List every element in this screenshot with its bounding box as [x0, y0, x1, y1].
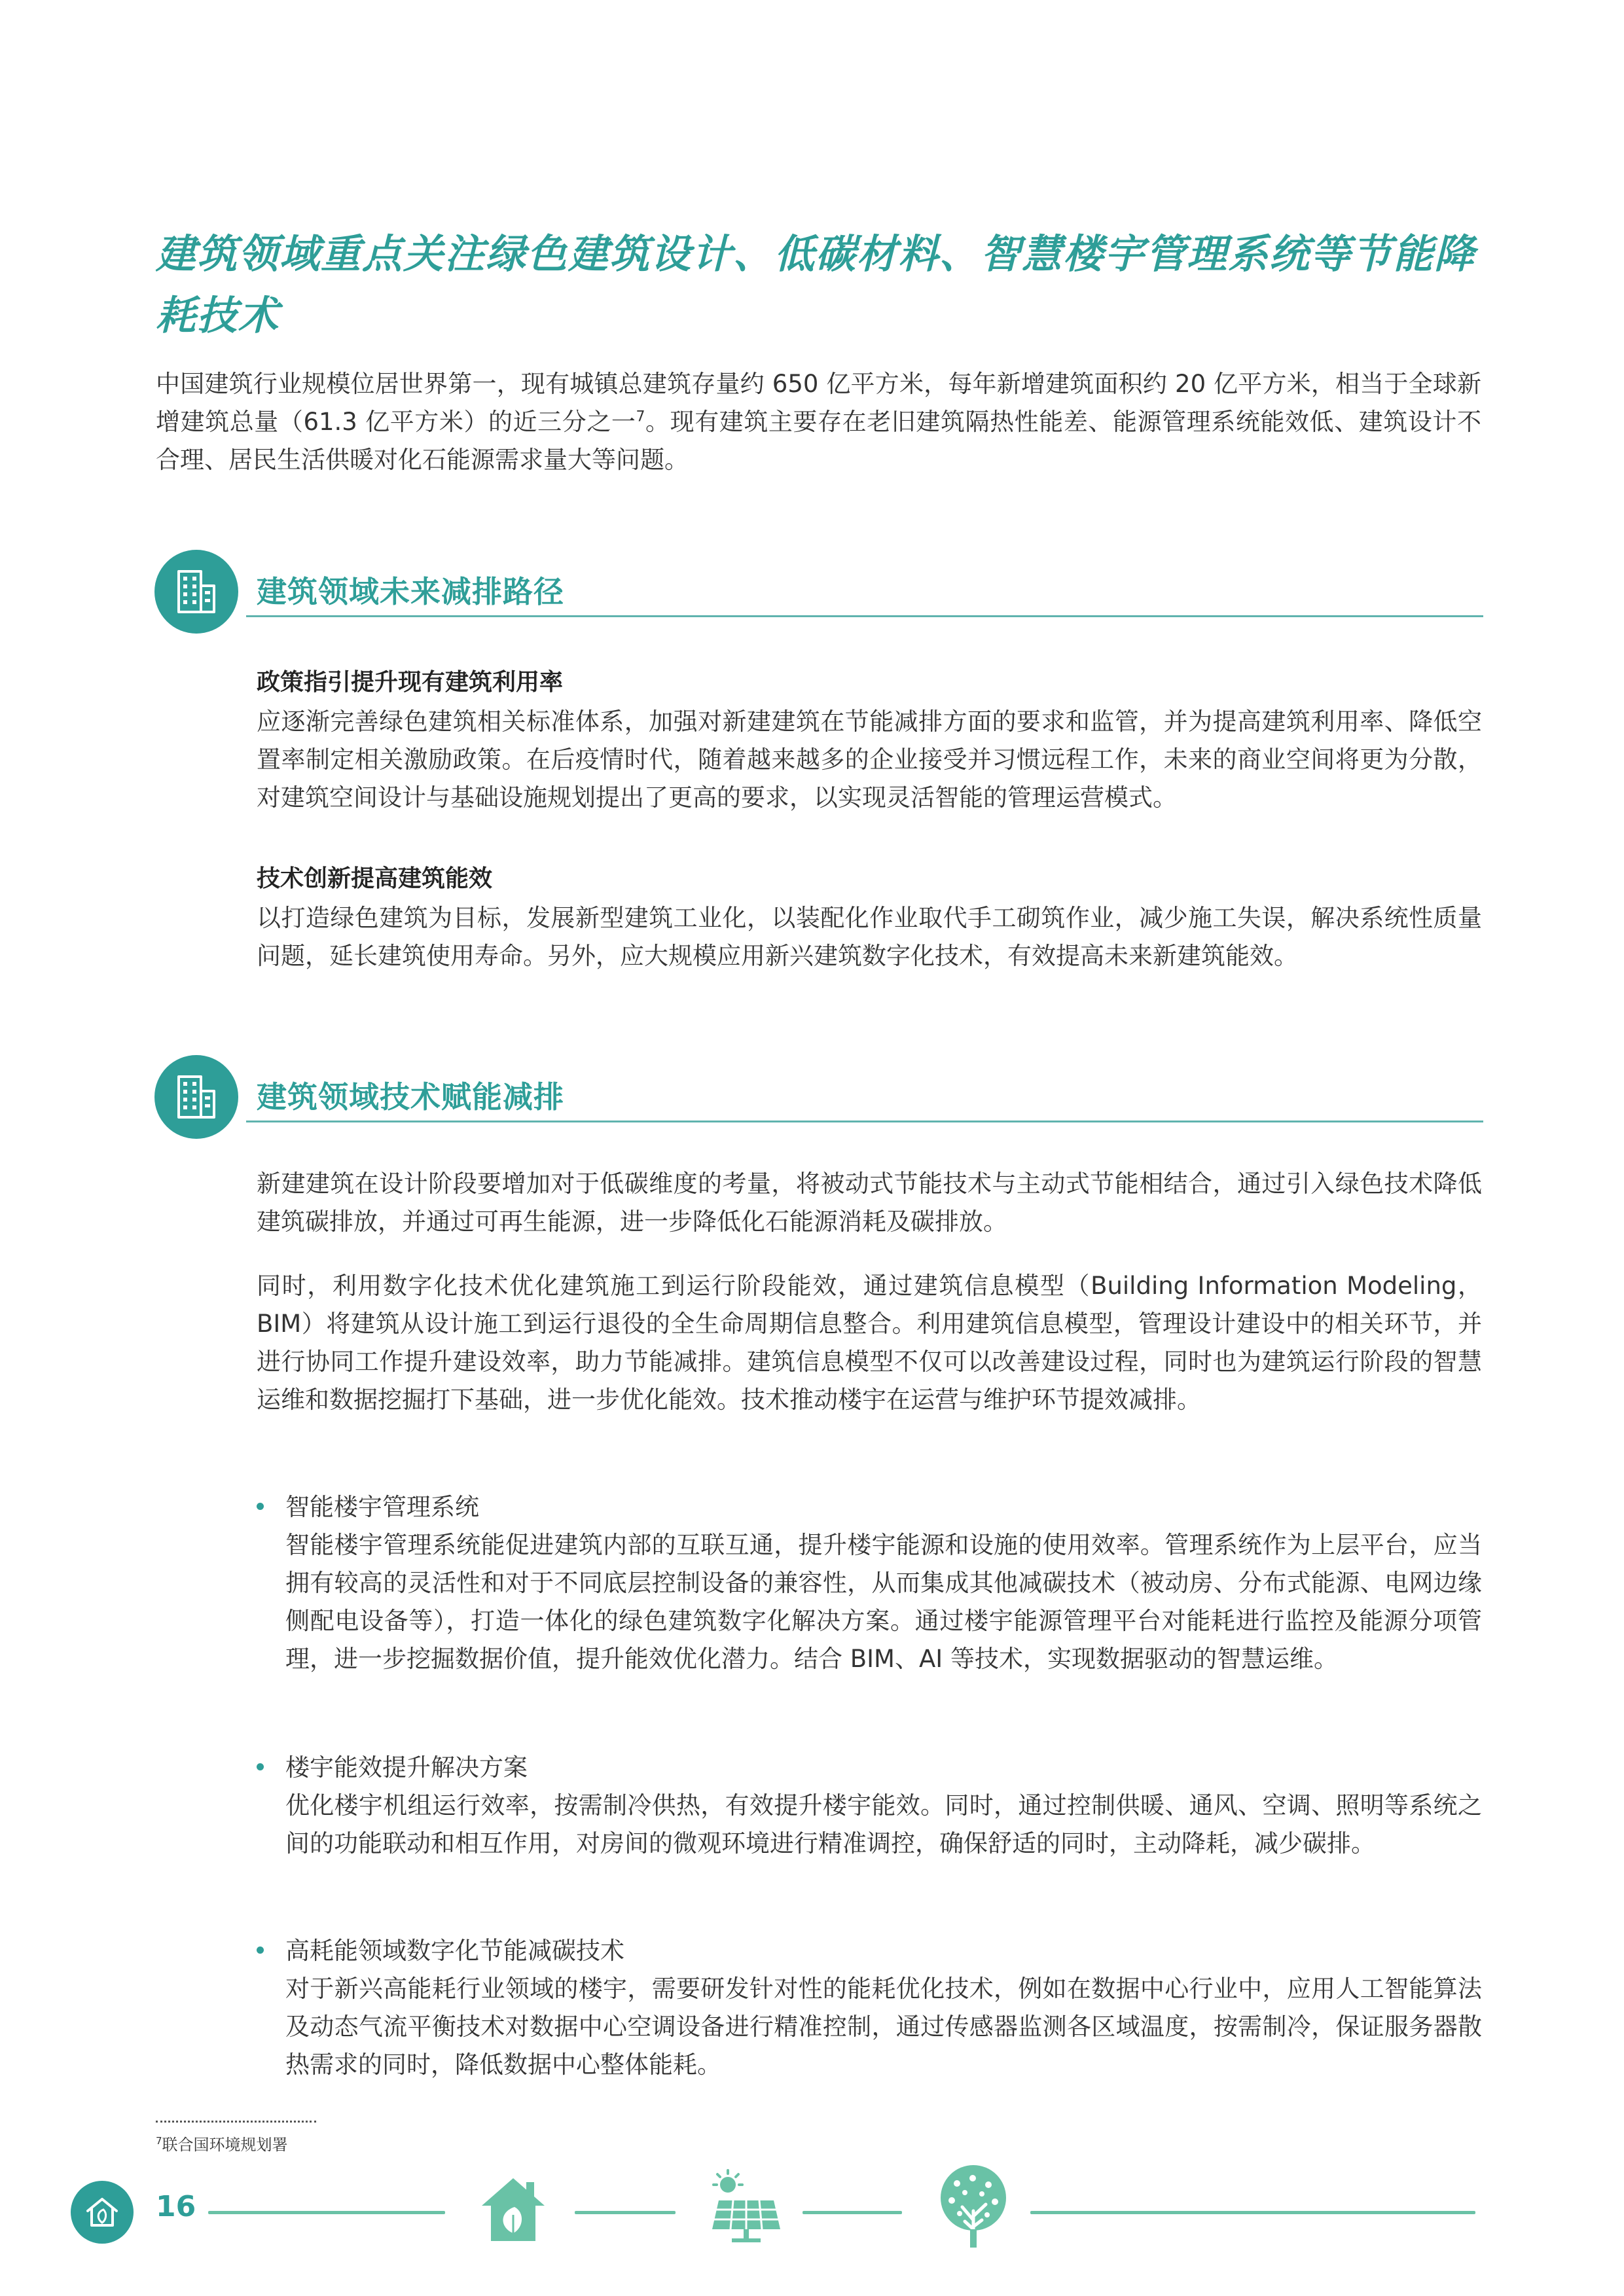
home-leaf-icon	[71, 2181, 134, 2244]
subsection-title: 技术创新提高建筑能效	[257, 865, 493, 892]
footnote-ref: 7	[636, 408, 645, 425]
section-heading: 建筑领域技术赋能减排	[257, 1079, 564, 1115]
section-header-future-path	[154, 550, 1483, 635]
section-heading: 建筑领域未来减排路径	[257, 574, 564, 609]
bullet-title: 高耗能领域数字化节能减碳技术	[285, 1937, 624, 1965]
bullet-text: 优化楼宇机组运行效率，按需制冷供热，有效提升楼宇能效。同时，通过控制供暖、通风、空调、照明等系统之间的功能联动和相互作用，对房间的微观环境进行精准调控，确保舒适的同时，主动降耗，减少碳排。	[285, 1791, 1482, 1857]
footer-line	[803, 2211, 902, 2214]
body-paragraph: 同时，利用数字化技术优化建筑施工到运行阶段能效，通过建筑信息模型（Building Information Modeling，BIM）将建筑从设计施工到运行退役的全生命周期信息整合。利用建筑信息模型，管理设计建设中的相关环节，并进行协同工作提升建设效率，助力节能减排。建筑信息模型不仅可以改善建设过程，同时也为建筑运行阶段的智慧运维和数据挖掘打下基础，进一步优化能效。技术推动楼宇在运营与维护环节提效减排。	[257, 1272, 1482, 1414]
bullet-text: 智能楼宇管理系统能促进建筑内部的互联互通，提升楼宇能源和设施的使用效率。管理系统作为上层平台，应当拥有较高的灵活性和对于不同底层控制设备的兼容性，从而集成其他减碳技术（被动房、分布式能源、电网边缘侧配电设备等），打造一体化的绿色建筑数字化解决方案。通过楼宇能源管理平台对能耗进行监控及能源分项管理，进一步挖掘数据价值，提升能效优化潜力。结合 BIM、AI 等技术，实现数据驱动的智慧运维。	[285, 1531, 1482, 1673]
page-number: 16	[156, 2190, 196, 2223]
house-leaf-icon	[477, 2172, 550, 2248]
section-divider	[246, 1121, 1483, 1122]
section-divider	[246, 615, 1483, 617]
body-paragraph: 新建建筑在设计阶段要增加对于低碳维度的考量，将被动式节能技术与主动式节能相结合，通过引入绿色技术降低建筑碳排放，并通过可再生能源，进一步降低化石能源消耗及碳排放。	[257, 1170, 1482, 1236]
footnote	[156, 2132, 288, 2155]
building-icon	[154, 1055, 238, 1139]
footer-line	[208, 2211, 445, 2214]
footer-line	[1030, 2211, 1475, 2214]
page-title: 建筑领域重点关注绿色建筑设计、低碳材料、智慧楼宇管理系统等节能降耗技术	[156, 231, 1476, 339]
subsection-title: 政策指引提升现有建筑利用率	[257, 669, 564, 696]
intro-paragraph	[156, 365, 1481, 479]
bullet-title: 楼宇能效提升解决方案	[285, 1753, 528, 1782]
bullet-title: 智能楼宇管理系统	[285, 1493, 479, 1521]
subsection-text: 应逐渐完善绿色建筑相关标准体系，加强对新建建筑在节能减排方面的要求和监管，并为提高建筑利用率、降低空置率制定相关激励政策。在后疫情时代，随着越来越多的企业接受并习惯远程工作，未来的商业空间将更为分散，对建筑空间设计与基础设施规划提出了更高的要求，以实现灵活智能的管理运营模式。	[257, 708, 1482, 812]
footnote-divider	[156, 2121, 316, 2123]
bullet-text: 对于新兴高能耗行业领域的楼宇，需要研发针对性的能耗优化技术，例如在数据中心行业中，应用人工智能算法及动态气流平衡技术对数据中心空调设备进行精准控制，通过传感器监测各区域温度，按需制冷，保证服务器散热需求的同时，降低数据中心整体能耗。	[285, 1975, 1482, 2079]
footnote-text: 联合国环境规划署	[162, 2136, 288, 2154]
bullet-dot	[257, 1503, 264, 1510]
subsection-text: 以打造绿色建筑为目标，发展新型建筑工业化，以装配化作业取代手工砌筑作业，减少施工失误，解决系统性质量问题，延长建筑使用寿命。另外，应大规模应用新兴建筑数字化技术，有效提高未来新建筑能效。	[257, 904, 1482, 970]
intro-text-b: 。现有建筑主要存在老旧建筑隔热性能差、能源管理系统能效低、建筑设计不合理、居民生活供暖对化石能源需求量大等问题。	[156, 408, 1481, 474]
tree-icon	[933, 2164, 1013, 2251]
footer-line	[575, 2211, 676, 2214]
bullet-dot	[257, 1763, 264, 1770]
section-header-tech-empowerment	[154, 1055, 1483, 1140]
footnote-number: 7	[156, 2135, 162, 2147]
solar-panel-icon	[706, 2168, 787, 2251]
intro-text-a: 中国建筑行业规模位居世界第一，现有城镇总建筑存量约 650 亿平方米，每年新增建筑面积约 20 亿平方米，相当于全球新增建筑总量（61.3 亿平方米）的近三分之一	[156, 370, 1481, 436]
bullet-dot	[257, 1946, 264, 1954]
building-icon	[154, 550, 238, 634]
